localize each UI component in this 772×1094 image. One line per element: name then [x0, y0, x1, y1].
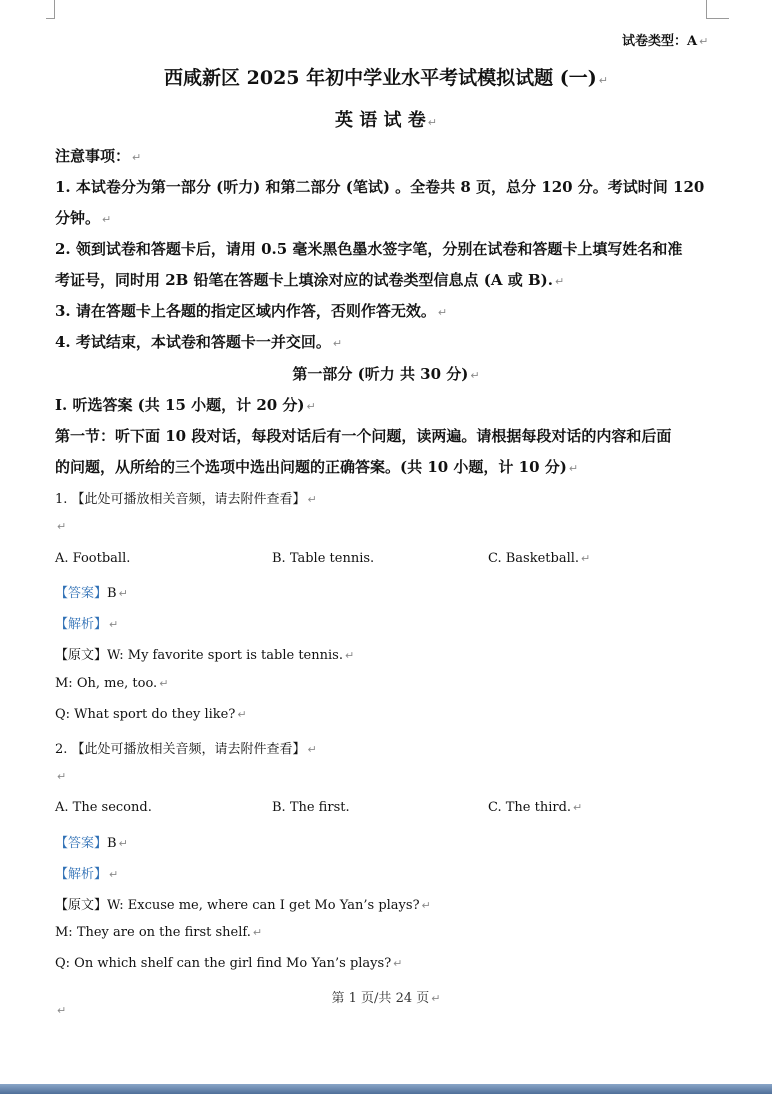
section-instruction: 第一节：听下面 10 段对话，每段对话后有一个问题，读两遍。请根据每段对话的内容和后面: [55, 427, 672, 445]
question-1-option-a: A. Football.: [55, 551, 131, 566]
empty-paragraph: ↵: [57, 520, 67, 533]
section-title: Ⅰ. 听选答案 (共 15 小题，计 20 分) ↵: [55, 396, 316, 414]
question-1-transcript: 【原文】W: My favorite sport is table tennis. ↵: [55, 648, 355, 663]
question-2-option-c: C. The third. ↵: [488, 800, 583, 815]
question-1-option-c: C. Basketball. ↵: [488, 551, 591, 566]
question-1-stem: 1. 【此处可播放相关音频，请去附件查看】 ↵: [55, 492, 317, 507]
section-instruction-cont: 的问题，从所给的三个选项中选出问题的正确答案。(共 10 小题，计 10 分) ↵: [55, 458, 579, 476]
question-2-option-b: B. The first.: [272, 800, 350, 815]
question-2-transcript: 【原文】W: Excuse me, where can I get Mo Yan’s plays? ↵: [55, 898, 431, 913]
paper-type: 试卷类型：A ↵: [622, 34, 709, 49]
question-1-analysis: 【解析】 ↵: [55, 617, 119, 632]
empty-paragraph: ↵: [57, 1004, 67, 1017]
question-2-question-line: Q: On which shelf can the girl find Mo Yan’s plays? ↵: [55, 956, 403, 971]
note-item-2: 2. 领到试卷和答题卡后，请用 0.5 毫米黑色墨水签字笔，分别在试卷和答题卡上填写姓名和准: [55, 240, 683, 258]
question-1-answer: 【答案】B ↵: [55, 586, 128, 601]
question-2-option-a: A. The second.: [55, 800, 152, 815]
window-bottom-bar: [0, 1084, 772, 1094]
question-2-stem: 2. 【此处可播放相关音频，请去附件查看】 ↵: [55, 742, 317, 757]
note-item-2-cont: 考证号，同时用 2B 铅笔在答题卡上填涂对应的试卷类型信息点 (A 或 B). ↵: [55, 271, 565, 289]
question-1-question-line: Q: What sport do they like? ↵: [55, 707, 247, 722]
crop-mark-top-right: [706, 0, 729, 19]
note-item-3: 3. 请在答题卡上各题的指定区域内作答，否则作答无效。 ↵: [55, 302, 448, 320]
question-2-transcript-line: M: They are on the first shelf. ↵: [55, 925, 263, 940]
note-item-1-cont: 分钟。 ↵: [55, 209, 112, 227]
crop-mark-top-left: [46, 0, 55, 19]
question-2-analysis: 【解析】 ↵: [55, 867, 119, 882]
page-title: 西咸新区 2025 年初中学业水平考试模拟试题 (一) ↵: [164, 67, 608, 89]
page-subtitle: 英 语 试 卷 ↵: [334, 110, 438, 131]
note-item-4: 4. 考试结束，本试卷和答题卡一并交回。 ↵: [55, 333, 343, 351]
part-heading: 第一部分 (听力 共 30 分) ↵: [292, 365, 480, 383]
page-number: 第 1 页/共 24 页 ↵: [331, 991, 441, 1006]
notes-heading: 注意事项： ↵: [55, 147, 142, 165]
note-item-1: 1. 本试卷分为第一部分 (听力) 和第二部分 (笔试) 。全卷共 8 页，总分 120 分。考试时间 120: [55, 178, 705, 196]
question-1-transcript-line: M: Oh, me, too. ↵: [55, 676, 169, 691]
empty-paragraph: ↵: [57, 770, 67, 783]
question-1-option-b: B. Table tennis.: [272, 551, 375, 566]
question-2-answer: 【答案】B ↵: [55, 836, 128, 851]
